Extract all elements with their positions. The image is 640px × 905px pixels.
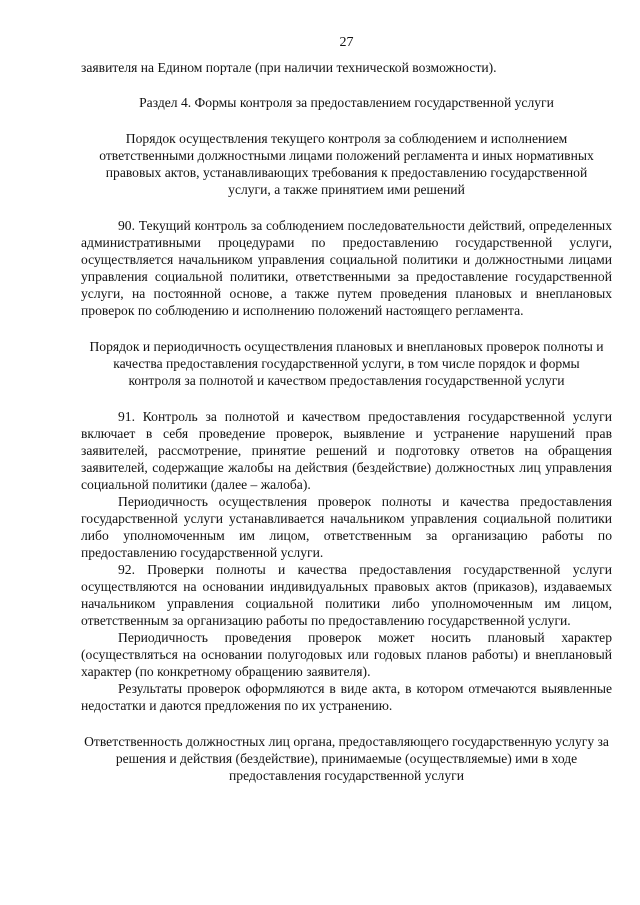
paragraph-91: 91. Контроль за полнотой и качеством предоставления государственной услуги включает в себя проведение проверок, выявление и устранение нарушений прав заявителей, рассмотрение, принятие решений и подготовку ответов на обращения заявителей, содержащие жалобы на действия (бездействие) должностных лиц управления социальной политики (далее – жалоба). [81,409,612,492]
paragraph-92: 92. Проверки полноты и качества предоставления государственной услуги осуществляются на основании индивидуальных правовых актов (приказов), издаваемых начальником управления социальной политики либо уполномоченным им лицом, ответственным за организацию работы по предоставлению государственной услуги. [81,562,612,628]
page-number: 27 [339,35,354,50]
subheading-responsibility: Ответственность должностных лиц органа, предоставляющего государственную услугу за решения и действия (бездействие), принимаемые (осуществляемые) ими в ходе предоставления государственной услуги [84,734,609,783]
section-title: Раздел 4. Формы контроля за предоставлением государственной услуги [139,95,554,110]
subheading-current-control: Порядок осуществления текущего контроля за соблюдением и исполнением ответственными должностными лицами положений регламента и иных нормативных правовых актов, устанавливающих требования к предоставлению государственной услуги, а также принятием ими решений [99,131,594,197]
subheading-inspections: Порядок и периодичность осуществления плановых и внеплановых проверок полноты и качества предоставления государственной услуги, в том числе порядок и формы контроля за полнотой и качеством предоставления государственной услуги [89,339,604,388]
continuation-text: заявителя на Едином портале (при наличии технической возможности). [81,60,497,75]
paragraph-91-periodicity: Периодичность осуществления проверок полноты и качества предоставления государственной услуги устанавливается начальником управления социальной политики либо уполномоченным им лицом, ответственным за организацию работы по предоставлению государственной услуги. [81,494,612,560]
paragraph-92-results: Результаты проверок оформляются в виде акта, в котором отмечаются выявленные недостатки и даются предложения по их устранению. [81,681,612,713]
paragraph-90: 90. Текущий контроль за соблюдением последовательности действий, определенных административными процедурами по предоставлению государственной услуги, осуществляется начальником управления социальной политики и должностными лицами управления социальной политики, ответственными за предоставление государственной услуги, на постоянной основе, а также путем проведения плановых и внеплановых проверок по соблюдению и исполнению положений настоящего регламента. [81,218,612,318]
paragraph-92-periodicity: Периодичность проведения проверок может носить плановый характер (осуществляться на основании полугодовых или годовых планов работы) и внеплановый характер (по конкретному обращению заявителя). [81,630,612,679]
